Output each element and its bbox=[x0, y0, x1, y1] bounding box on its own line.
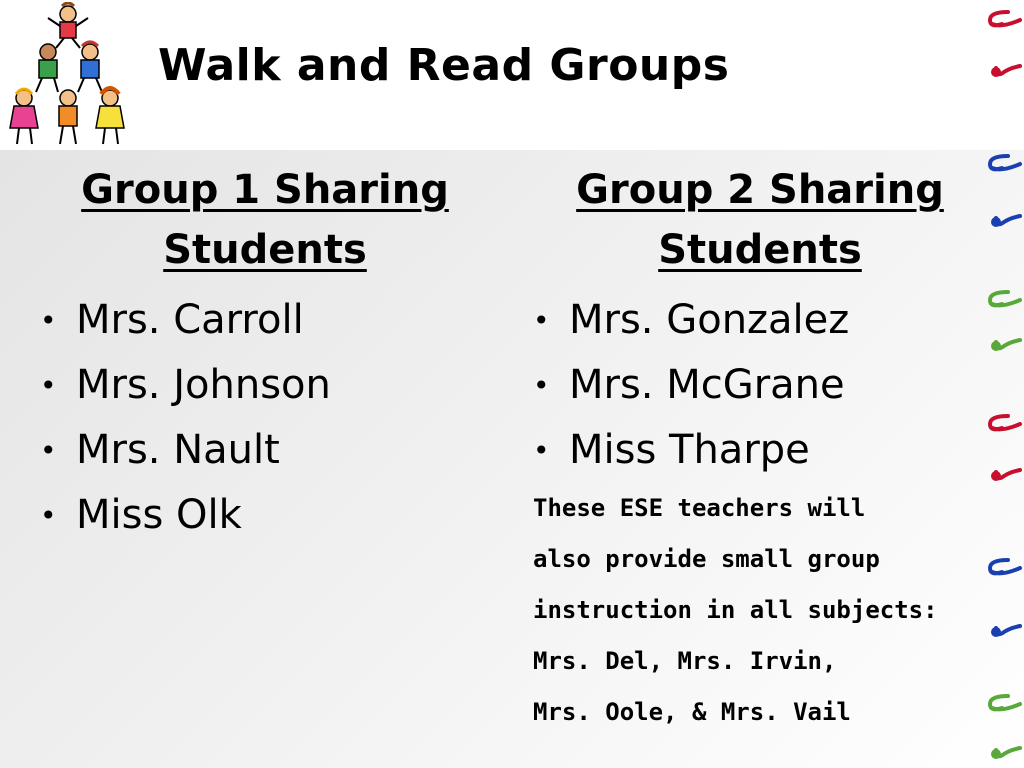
list-item: • Miss Olk bbox=[40, 483, 331, 548]
page-title: Walk and Read Groups bbox=[158, 40, 730, 91]
bullet-icon: • bbox=[40, 369, 57, 402]
list-item: • Mrs. McGrane bbox=[533, 353, 849, 418]
list-item: • Mrs. Nault bbox=[40, 418, 331, 483]
group-2-heading bbox=[530, 160, 990, 280]
note-line: also provide small group bbox=[533, 545, 880, 573]
curly-border-icon bbox=[978, 0, 1024, 768]
bullet-icon: • bbox=[533, 434, 550, 467]
bullet-icon: • bbox=[533, 369, 550, 402]
note-line: Mrs. Oole, & Mrs. Vail bbox=[533, 698, 851, 726]
bullet-icon: • bbox=[40, 499, 57, 532]
bullet-icon: • bbox=[40, 434, 57, 467]
note-line: These ESE teachers will bbox=[533, 494, 866, 522]
group-1-teacher-list bbox=[40, 288, 331, 548]
list-item: • Mrs. Carroll bbox=[40, 288, 331, 353]
note-line: instruction in all subjects: bbox=[533, 596, 938, 624]
group-1-heading-line1: Group 1 Sharing bbox=[81, 167, 449, 213]
bullet-icon: • bbox=[40, 304, 57, 337]
list-item: • Miss Tharpe bbox=[533, 418, 849, 483]
note-line: Mrs. Del, Mrs. Irvin, bbox=[533, 647, 837, 675]
bullet-icon: • bbox=[533, 304, 550, 337]
group-2-teacher-list bbox=[533, 288, 849, 483]
group-1-heading bbox=[40, 160, 490, 280]
ese-teachers-note bbox=[533, 483, 993, 738]
list-item: • Mrs. Johnson bbox=[40, 353, 331, 418]
list-item: • Mrs. Gonzalez bbox=[533, 288, 849, 353]
group-2-heading-line2: Students bbox=[658, 227, 862, 273]
group-1-heading-line2: Students bbox=[163, 227, 367, 273]
group-2-heading-line1: Group 2 Sharing bbox=[576, 167, 944, 213]
kids-pyramid-icon bbox=[4, 2, 132, 150]
